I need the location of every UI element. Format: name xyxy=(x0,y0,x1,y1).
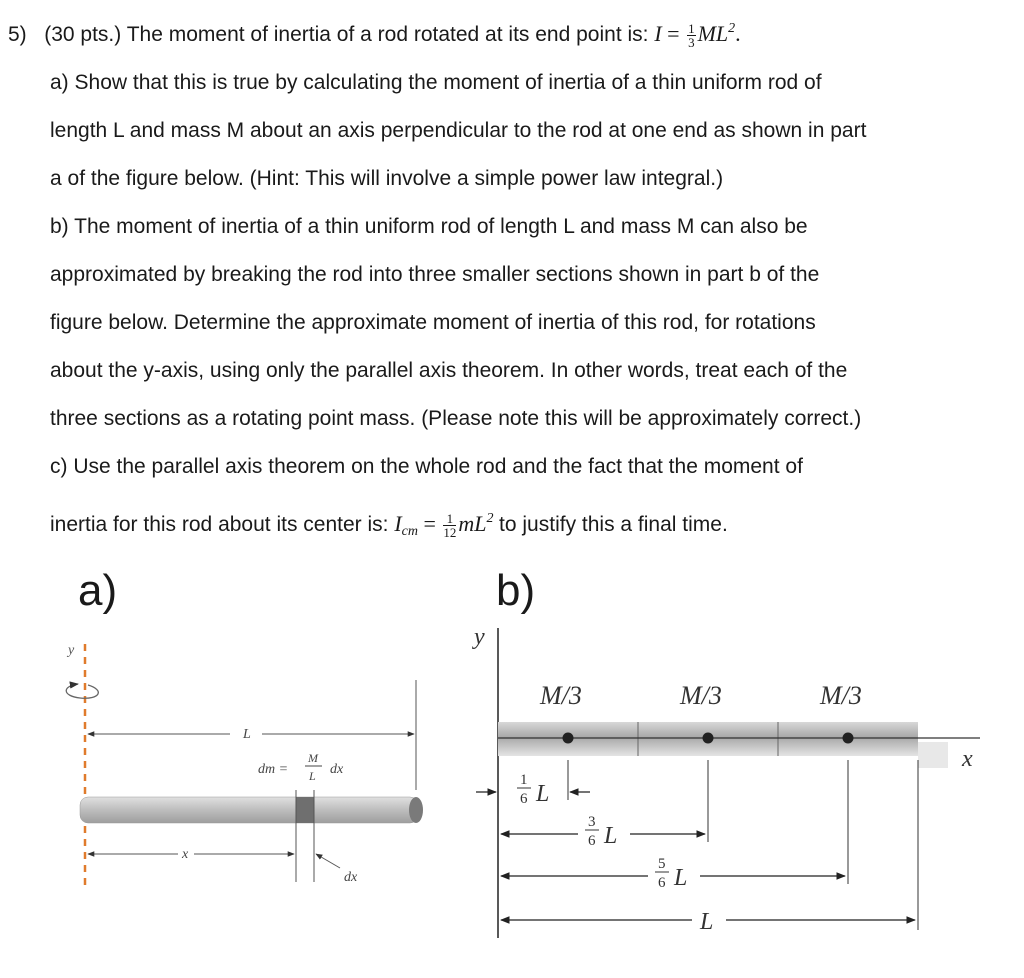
fig-b-mass-3: M/3 xyxy=(820,681,862,710)
part-c-line-1: c) Use the parallel axis theorem on the whole rod and the fact that the moment of xyxy=(50,455,803,478)
part-a-line-2: length L and mass M about an axis perpendicular to the rod at one end as shown in part xyxy=(50,119,867,142)
fig-a-y-label: y xyxy=(68,643,75,658)
fig-b-x-label: x xyxy=(962,746,973,772)
part-a-line-3: a of the figure below. (Hint: This will involve a simple power law integral.) xyxy=(50,167,724,190)
fig-b-y-label: y xyxy=(474,624,485,650)
fig-a-x-label: x xyxy=(182,847,189,862)
rotation-arrow-icon xyxy=(66,684,98,698)
fig-a-dm-num: M xyxy=(308,751,318,765)
fig-b-dim-2-den: 6 xyxy=(588,833,596,849)
part-b-line-3: figure below. Determine the approximate moment of inertia of this rod, for rotations xyxy=(50,311,816,334)
fig-b-point-mass-1 xyxy=(563,733,574,744)
fig-a-dm-element xyxy=(296,797,314,823)
problem-intro: The moment of inertia of a rod rotated at its end point is: xyxy=(126,23,649,46)
figure-b xyxy=(470,620,1010,950)
fig-b-mass-2: M/3 xyxy=(680,681,722,710)
end-inertia-formula: I = $\frac{1}{3}$ $ML^2$. xyxy=(654,21,741,51)
center-inertia-formula: $I_{cm}$ = $\frac{1}{12}$ $mL^2$ xyxy=(394,511,494,541)
fig-a-dm-label: dm = xyxy=(258,762,289,777)
fig-b-dim-3-num: 5 xyxy=(658,856,666,872)
fig-a-dm-den: L xyxy=(309,769,316,783)
fig-b-dim-1-den: 6 xyxy=(520,791,528,807)
fig-b-point-mass-2 xyxy=(703,733,714,744)
fig-b-dim-3-den: 6 xyxy=(658,875,666,891)
fig-b-dim-3-var: L xyxy=(674,865,688,891)
fig-b-rod-end xyxy=(918,742,948,768)
fig-b-dim-2-num: 3 xyxy=(588,814,596,830)
problem-number: 5) xyxy=(8,23,27,46)
part-b-line-2: approximated by breaking the rod into three smaller sections shown in part b of the xyxy=(50,263,820,286)
problem-header xyxy=(8,16,741,49)
fig-b-L-label: L xyxy=(700,909,714,935)
fig-b-dim-1-num: 1 xyxy=(520,772,528,788)
figure-a xyxy=(0,630,460,930)
fig-a-dx-arrow xyxy=(316,854,340,868)
fig-b-point-mass-3 xyxy=(843,733,854,744)
fig-a-dx-label: dx xyxy=(344,870,358,885)
fig-a-rod xyxy=(80,797,418,823)
figure-a-label: a) xyxy=(78,566,118,615)
part-b-line-5: three sections as a rotating point mass. (Please note this will be approximately correct.) xyxy=(50,407,862,430)
part-c-line-2: inertia for this rod about its center is: $I_{cm}$ = $\frac{1}{12}$ $mL^2$ to justify this a final time. xyxy=(50,511,728,541)
fig-a-dm-dx: dx xyxy=(330,762,344,777)
fig-a-L-label: L xyxy=(243,727,251,742)
part-b-line-1: b) The moment of inertia of a thin uniform rod of length L and mass M can also be xyxy=(50,215,808,238)
part-a-line-1: a) Show that this is true by calculating the moment of inertia of a thin uniform rod of xyxy=(50,71,822,94)
fig-b-dim-1-var: L xyxy=(536,781,550,807)
figure-b-label: b) xyxy=(496,566,536,615)
fig-a-rod-end xyxy=(409,797,423,823)
fig-b-mass-1: M/3 xyxy=(540,681,582,710)
part-b-line-4: about the y-axis, using only the parallel axis theorem. In other words, treat each of the xyxy=(50,359,848,382)
fig-b-dim-2-var: L xyxy=(604,823,618,849)
problem-points: (30 pts.) xyxy=(44,23,122,46)
